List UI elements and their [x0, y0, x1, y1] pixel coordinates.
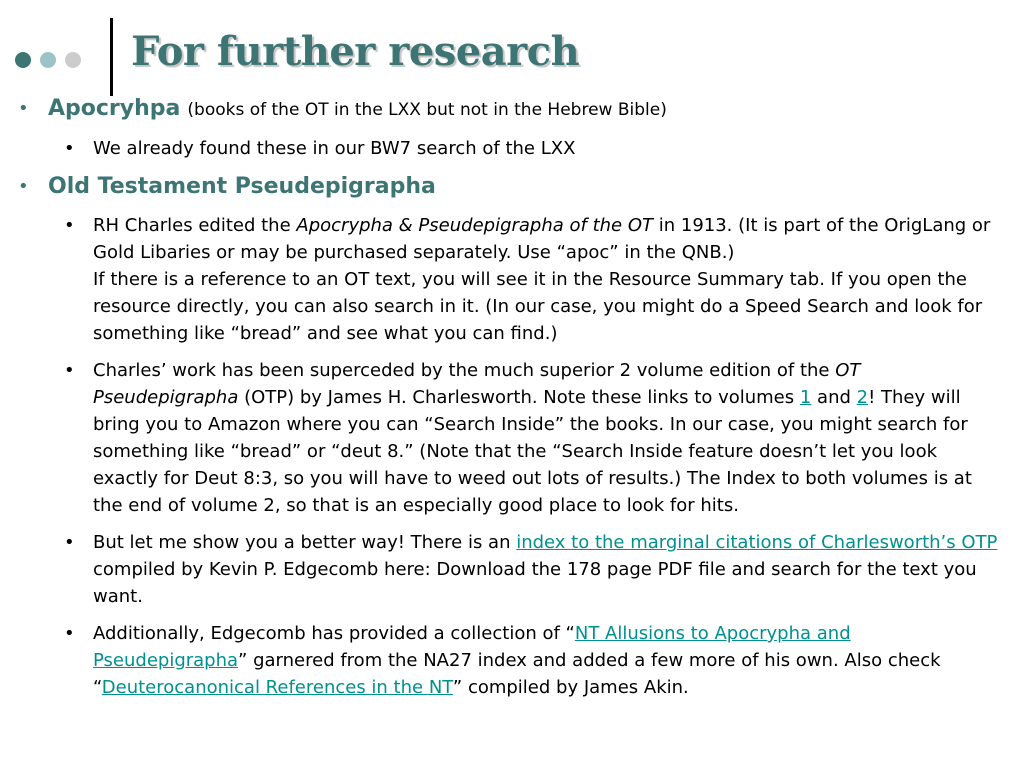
sub-bullet-charles	[18, 212, 998, 347]
edgecomb-allusions-paragraph	[93, 620, 998, 701]
volume-1-link[interactable]: 1	[799, 387, 812, 408]
allusions-text-2: ” garnered from the NA27 index and added a few more of his own. Also check “	[93, 650, 941, 698]
bullet-apocrypha	[18, 94, 998, 125]
sub-bullet-edgecomb-allusions	[18, 620, 998, 701]
charlesworth-paragraph	[93, 357, 998, 519]
charlesworth-text-4: ! They will bring you to Amazon where you can “Search Inside” the books. In our case, you might search for something like “bread” or “deut 8.” (Note that the “Search Inside feature doesn’t let you look exactly for Deut 8:3, so you will have to weed out lots of results.) The Index to both volumes is at the end of volume 2, so that is an especially good place to look for hits.	[93, 387, 972, 516]
decoration-dot-dark	[15, 52, 31, 68]
charlesworth-text-3: and	[811, 387, 857, 408]
title-divider-rule	[110, 18, 113, 96]
sub-bullet-dot-icon: •	[64, 138, 75, 159]
edgecomb-index-text-1: But let me show you a better way! There is an	[93, 532, 517, 553]
charles-text-2: in 1913. (It is part of the OrigLang or Gold Libaries or may be purchased separately. Use “apoc” in the QNB.)	[93, 215, 991, 263]
bullet-dot-icon: •	[18, 176, 29, 197]
title-decoration-dots	[15, 52, 81, 68]
allusions-text-3: ” compiled by James Akin.	[452, 677, 689, 698]
sub-bullet-charlesworth	[18, 357, 998, 519]
charles-text-1: RH Charles edited the	[93, 215, 297, 236]
edgecomb-index-paragraph	[93, 529, 998, 610]
deuterocanonical-references-link[interactable]: Deuterocanonical References in the NT	[101, 677, 453, 698]
sub-bullet-dot-icon: •	[64, 215, 75, 236]
charlesworth-text-2: (OTP) by James H. Charlesworth. Note these links to volumes	[238, 387, 800, 408]
volume-2-link[interactable]: 2	[856, 387, 869, 408]
allusions-text-1: Additionally, Edgecomb has provided a collection of “	[93, 623, 575, 644]
otp-title: OT Pseudepigrapha	[93, 360, 861, 408]
bullet-pseudepigrapha	[18, 172, 998, 202]
apocrypha-description: (books of the OT in the LXX but not in the Hebrew Bible)	[187, 100, 667, 120]
edgecomb-index-text-2: compiled by Kevin P. Edgecomb here: Download the 178 page PDF file and search for the text you want.	[93, 559, 977, 607]
bullet-dot-icon: •	[18, 98, 29, 119]
apocrypha-heading: Apocryhpa	[48, 96, 181, 121]
sub-bullet-edgecomb-index	[18, 529, 998, 610]
charles-paragraph-2: If there is a reference to an OT text, you will see it in the Resource Summary tab. If you open the resource directly, you can also search in it. (In our case, you might do a Speed Search and look for something like “bread” and see what you can find.)	[93, 269, 983, 344]
pseudepigrapha-heading: Old Testament Pseudepigrapha	[48, 174, 436, 199]
apocrypha-note-text: We already found these in our BW7 search of the LXX	[93, 138, 576, 159]
otp-index-link[interactable]: index to the marginal citations of Charlesworth’s OTP	[516, 532, 998, 553]
charles-book-title: Apocrypha & Pseudepigrapha of the OT	[296, 215, 654, 236]
decoration-dot-light	[40, 52, 56, 68]
decoration-dot-grey	[65, 52, 81, 68]
sub-bullet-dot-icon: •	[64, 623, 75, 644]
charles-paragraph	[93, 212, 998, 266]
slide-title: For further research	[131, 28, 580, 75]
nt-allusions-link[interactable]: NT Allusions to Apocrypha and Pseudepigrapha	[93, 623, 851, 671]
sub-bullet-dot-icon: •	[64, 360, 75, 381]
sub-bullet-apocrypha-note	[18, 135, 998, 162]
sub-bullet-dot-icon: •	[64, 532, 75, 553]
slide-body	[18, 94, 998, 711]
charlesworth-text-1: Charles’ work has been superceded by the much superior 2 volume edition of the	[93, 360, 836, 381]
